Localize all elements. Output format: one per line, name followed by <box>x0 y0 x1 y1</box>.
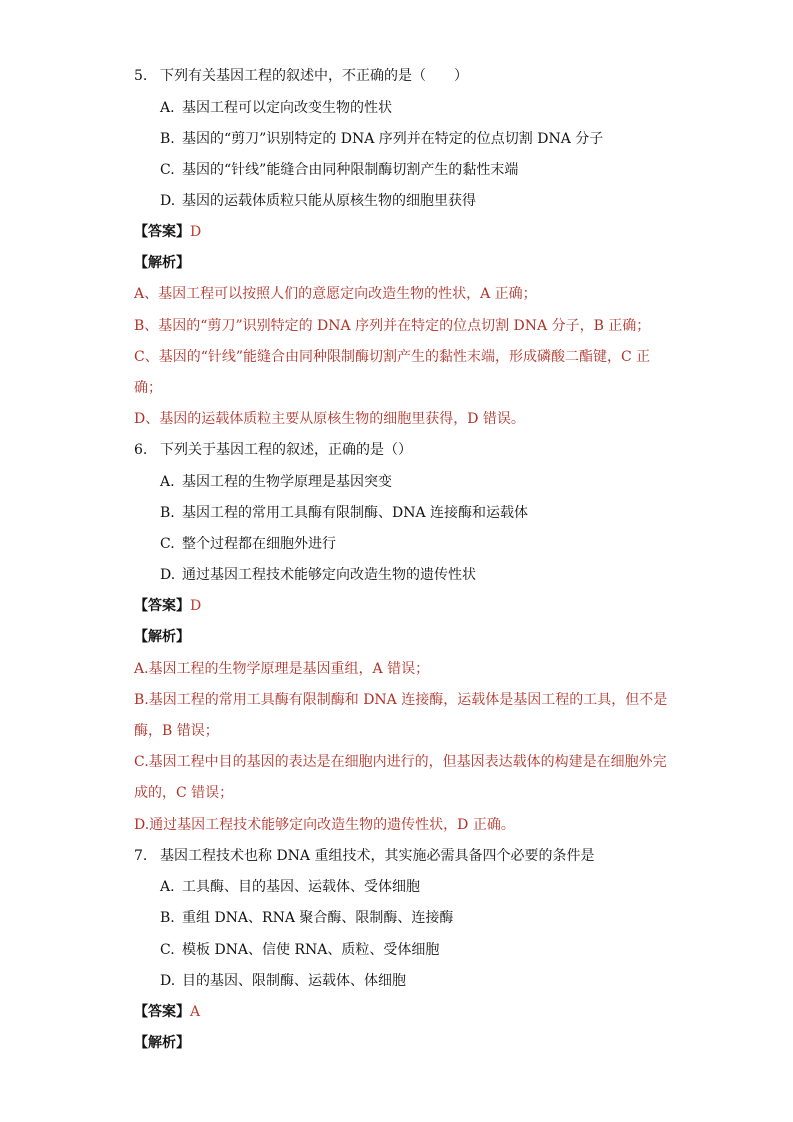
option-label: C. <box>160 942 175 958</box>
option-label: A. <box>160 474 175 490</box>
question-6-analysis-line: A.基因工程的生物学原理是基因重组，A 错误； <box>134 661 430 677</box>
question-5-analysis-line: D、基因的运载体质粒主要从原核生物的细胞里获得，D 错误。 <box>134 411 525 427</box>
question-7-option-b <box>160 908 453 928</box>
question-7-option-c <box>160 940 439 960</box>
question-6-option-c <box>160 534 336 554</box>
question-6-option-b <box>160 503 528 523</box>
option-label: A. <box>160 879 175 895</box>
question-5-option-c <box>160 160 518 180</box>
question-7-answer <box>134 1002 200 1022</box>
question-7-option-d <box>160 971 406 991</box>
option-text: 基因的“针线”能缝合由同种限制酶切割产生的黏性末端 <box>182 162 519 178</box>
question-5-option-b <box>160 129 603 149</box>
answer-label: 【答案】 <box>134 224 190 240</box>
question-6-stem <box>134 440 412 460</box>
answer-value: A <box>190 1004 201 1020</box>
question-5-analysis-line: C、基因的“针线”能缝合由同种限制酶切割产生的黏性末端，形成磷酸二酯键，C 正 <box>134 349 651 365</box>
question-text: 基因工程技术也称 DNA 重组技术，其实施必需具备四个必要的条件是 <box>160 848 595 864</box>
question-5-analysis-line: 确； <box>134 380 162 396</box>
question-6-analysis-line: B.基因工程的常用工具酶有限制酶和 DNA 连接酶，运载体是基因工程的工具，但不是 <box>134 692 668 708</box>
option-text: 基因的“剪刀”识别特定的 DNA 序列并在特定的位点切割 DNA 分子 <box>182 131 604 147</box>
option-label: D. <box>160 193 176 209</box>
option-label: D. <box>160 973 176 989</box>
question-7-option-a <box>160 877 420 897</box>
option-text: 重组 DNA、RNA 聚合酶、限制酶、连接酶 <box>182 910 454 926</box>
question-7-analysis-label: 【解析】 <box>134 1035 190 1051</box>
option-text: 工具酶、目的基因、运载体、受体细胞 <box>182 879 420 895</box>
option-label: C. <box>160 536 175 552</box>
option-label: C. <box>160 162 175 178</box>
question-5-analysis-label: 【解析】 <box>134 255 190 271</box>
question-7-stem <box>134 846 594 866</box>
option-text: 基因工程的常用工具酶有限制酶、DNA 连接酶和运载体 <box>182 505 529 521</box>
question-5-stem <box>134 66 468 86</box>
option-label: B. <box>160 131 175 147</box>
option-text: 基因工程可以定向改变生物的性状 <box>182 100 392 116</box>
question-5-option-d <box>160 191 476 211</box>
option-label: A. <box>160 100 175 116</box>
question-number: 7. <box>134 848 148 864</box>
question-5-option-a <box>160 98 392 118</box>
option-text: 整个过程都在细胞外进行 <box>182 536 336 552</box>
option-text: 通过基因工程技术能够定向改造生物的遗传性状 <box>182 567 476 583</box>
question-6-analysis-label: 【解析】 <box>134 629 190 645</box>
question-6-analysis-line: C.基因工程中目的基因的表达是在细胞内进行的，但基因表达载体的构建是在细胞外完 <box>134 754 667 770</box>
option-text: 目的基因、限制酶、运载体、体细胞 <box>182 973 406 989</box>
question-number: 6. <box>134 442 148 458</box>
option-label: B. <box>160 910 175 926</box>
option-text: 模板 DNA、信使 RNA、质粒、受体细胞 <box>182 942 440 958</box>
question-6-option-a <box>160 472 392 492</box>
question-6-analysis-line: 成的，C 错误； <box>134 785 234 801</box>
answer-value: D <box>190 224 202 240</box>
question-text: 下列有关基因工程的叙述中，不正确的是（ ） <box>160 68 468 84</box>
question-text: 下列关于基因工程的叙述，正确的是（） <box>160 442 412 458</box>
option-text: 基因工程的生物学原理是基因突变 <box>182 474 392 490</box>
option-label: D. <box>160 567 176 583</box>
answer-value: D <box>190 598 202 614</box>
answer-label: 【答案】 <box>134 598 190 614</box>
question-6-analysis-line: D.通过基因工程技术能够定向改造生物的遗传性状，D 正确。 <box>134 817 515 833</box>
question-number: 5. <box>134 68 148 84</box>
question-6-option-d <box>160 565 476 585</box>
option-text: 基因的运载体质粒只能从原核生物的细胞里获得 <box>182 193 476 209</box>
question-5-analysis-line: B、基因的“剪刀”识别特定的 DNA 序列并在特定的位点切割 DNA 分子，B 正确； <box>134 318 651 334</box>
question-6-analysis-line: 酶，B 错误； <box>134 723 219 739</box>
question-5-analysis-line: A、基因工程可以按照人们的意愿定向改造生物的性状，A 正确； <box>134 286 537 302</box>
option-label: B. <box>160 505 175 521</box>
question-6-answer <box>134 596 201 616</box>
answer-label: 【答案】 <box>134 1004 190 1020</box>
question-5-answer <box>134 222 201 242</box>
